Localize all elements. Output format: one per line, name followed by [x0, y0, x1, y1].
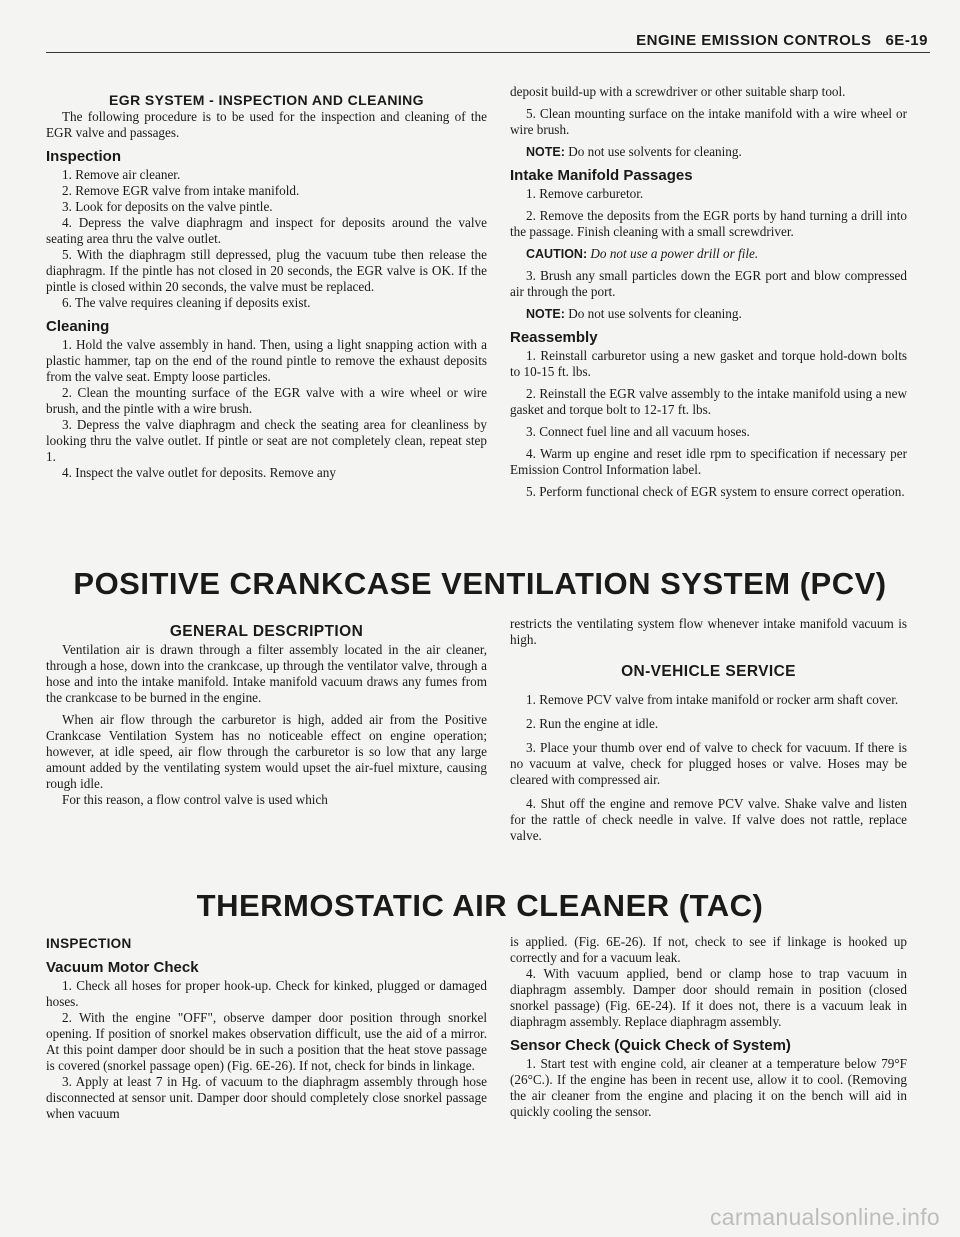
header-title: ENGINE EMISSION CONTROLS [636, 32, 872, 49]
tac-continuation: is applied. (Fig. 6E-26). If not, check to see if linkage is hooked up correctly and for a vacuum leak. [510, 934, 907, 965]
cleaning-step: 1. Hold the valve assembly in hand. Then, using a light snapping action with a plastic hammer, tap on the end of the round pintle to remove the exhaust deposits from the valve seat. Empty loose particles. [46, 337, 487, 384]
vacuum-step: 1. Check all hoses for proper hook-up. Check for kinked, plugged or damaged hoses. [46, 978, 487, 1009]
pcv-continuation: restricts the ventilating system flow whenever intake manifold vacuum is high. [510, 616, 907, 647]
cleaning-step: 3. Depress the valve diaphragm and check the seating area for cleanliness by looking thru the valve outlet. If pintle or seat are not completely clean, repeat step 1. [46, 417, 487, 464]
reassembly-step: 1. Reinstall carburetor using a new gasket and torque hold-down bolts to 10-15 ft. lbs. [510, 348, 907, 379]
pcv-paragraph: When air flow through the carburetor is high, added air from the Positive Crankcase Ventilation System has no noticeable effect on engine operation; however, at idle speed, air flow through the carburetor is so low that any large amount added by the ventilating system would upset the air-fuel mixture, causing rough idle. [46, 712, 487, 791]
inspection-step: 6. The valve requires cleaning if deposits exist. [62, 295, 311, 310]
pcv-paragraph: Ventilation air is drawn through a filter assembly located in the air cleaner, through a hose, down into the crankcase, up through the ventilator valve, through a hose and into the intake manifold. Intake manifold vacuum draws any fumes from the crankcase to be burned in the engine. [46, 642, 487, 705]
pcv-section-title: POSITIVE CRANKCASE VENTILATION SYSTEM (PCV) [73, 566, 887, 601]
service-step: 4. Shut off the engine and remove PCV valve. Shake valve and listen for the rattle of check needle in valve. If valve does not rattle, replace valve. [510, 796, 907, 843]
cleaning-step: 5. Clean mounting surface on the intake manifold with a wire wheel or wire brush. [510, 106, 907, 137]
note-text: Do not use solvents for cleaning. [564, 306, 742, 321]
tac-section-title: THERMOSTATIC AIR CLEANER (TAC) [196, 888, 764, 923]
reassembly-step: 5. Perform functional check of EGR system to ensure correct operation. [526, 484, 905, 499]
watermark: carmanualsonline.info [709, 1204, 940, 1230]
intake-step: 1. Remove carburetor. [526, 186, 644, 201]
on-vehicle-service-heading: ON-VEHICLE SERVICE [621, 663, 796, 680]
intake-step: 2. Remove the deposits from the EGR ports by hand turning a drill into the passage. Finish cleaning with a small screwdriver. [510, 208, 907, 239]
reassembly-step: 2. Reinstall the EGR valve assembly to the intake manifold using a new gasket and torque bolt to 12-17 ft. lbs. [510, 386, 907, 417]
inspection-step: 1. Remove air cleaner. [62, 167, 181, 182]
pcv-paragraph: For this reason, a flow control valve is used which [62, 792, 328, 807]
inspection-step: 2. Remove EGR valve from intake manifold. [62, 183, 300, 198]
service-step: 2. Run the engine at idle. [526, 716, 659, 731]
intake-heading: Intake Manifold Passages [510, 167, 693, 184]
note [510, 306, 907, 322]
caution-text: Do not use a power drill or file. [590, 246, 759, 261]
pcv-left-column [46, 624, 487, 808]
note-label: NOTE: [526, 145, 565, 159]
caution [510, 246, 907, 262]
egr-intro: The following procedure is to be used for the inspection and cleaning of the EGR valve and passages. [46, 109, 487, 140]
vacuum-step: 2. With the engine "OFF", observe damper door position through snorkel opening. If position of snorkel makes observation difficult, use the aid of a mirror. At this point damper door should be in such a position that the heat stove passage is covered (snorkel passage open) (Fig. 6E-26). If not, check for binds in linkage. [46, 1010, 487, 1073]
egr-right-column [510, 84, 907, 500]
pcv-right-column [510, 616, 907, 844]
cleaning-heading: Cleaning [46, 318, 110, 335]
sensor-check-heading: Sensor Check (Quick Check of System) [510, 1037, 791, 1054]
vacuum-step: 3. Apply at least 7 in Hg. of vacuum to the diaphragm assembly through hose disconnected at sensor unit. Damper door should completely close snorkel passage when vacuum [46, 1074, 487, 1121]
general-description-heading: GENERAL DESCRIPTION [169, 623, 364, 640]
service-step: 3. Place your thumb over end of valve to check for vacuum. If there is no vacuum at valve, check for plugged hoses or valve. Hoses may be cleared with compressed air. [510, 740, 907, 787]
page-number: 6E-19 [885, 32, 928, 49]
cleaning-step: 2. Clean the mounting surface of the EGR valve with a wire wheel or wire brush, and the pintle with a wire brush. [46, 385, 487, 416]
inspection-heading: Inspection [46, 148, 122, 165]
tac-right-column [510, 934, 907, 1120]
running-header [636, 32, 928, 49]
sensor-step: 1. Start test with engine cold, air cleaner at a temperature below 79°F (26°C.). If the engine has been in recent use, allow it to cool. (Removing the air cleaner from the engine and placing it on the bench will aid in quickly cooling the sensor. [510, 1056, 907, 1119]
cleaning-step: 4. Inspect the valve outlet for deposits. Remove any [62, 465, 336, 480]
reassembly-step: 3. Connect fuel line and all vacuum hoses. [526, 424, 750, 439]
inspection-step: 3. Look for deposits on the valve pintle. [62, 199, 273, 214]
egr-section-title: EGR SYSTEM - INSPECTION AND CLEANING [109, 92, 424, 108]
reassembly-heading: Reassembly [510, 329, 598, 346]
tac-inspection-heading: INSPECTION [46, 936, 132, 951]
note [510, 144, 907, 160]
vacuum-step: 4. With vacuum applied, bend or clamp hose to trap vacuum in diaphragm assembly. Damper door should remain in position (closed snorkel passage) (Fig. 6E-24). If it does not, there is a vacuum leak in diaphragm assembly. Replace diaphragm assembly. [510, 966, 907, 1029]
inspection-step: 4. Depress the valve diaphragm and inspect for deposits around the valve seating area thru the valve outlet. [46, 215, 487, 246]
vacuum-motor-check-heading: Vacuum Motor Check [46, 959, 199, 976]
service-step: 1. Remove PCV valve from intake manifold or rocker arm shaft cover. [526, 692, 899, 707]
tac-left-column [46, 936, 487, 1122]
reassembly-step: 4. Warm up engine and reset idle rpm to specification if necessary per Emission Control Information label. [510, 446, 907, 477]
header-rule [46, 52, 930, 53]
inspection-step: 5. With the diaphragm still depressed, plug the vacuum tube then release the diaphragm. If the pintle has not closed in 20 seconds, the EGR valve is OK. If the pintle is closed within 20 seconds, the valve must be replaced. [46, 247, 487, 294]
intake-step: 3. Brush any small particles down the EGR port and blow compressed air through the port. [510, 268, 907, 299]
egr-left-column [46, 92, 487, 481]
cleaning-continuation: deposit build-up with a screwdriver or other suitable sharp tool. [510, 84, 846, 99]
note-label: NOTE: [526, 307, 565, 321]
note-text: Do not use solvents for cleaning. [564, 144, 742, 159]
caution-label: CAUTION: [526, 247, 588, 261]
